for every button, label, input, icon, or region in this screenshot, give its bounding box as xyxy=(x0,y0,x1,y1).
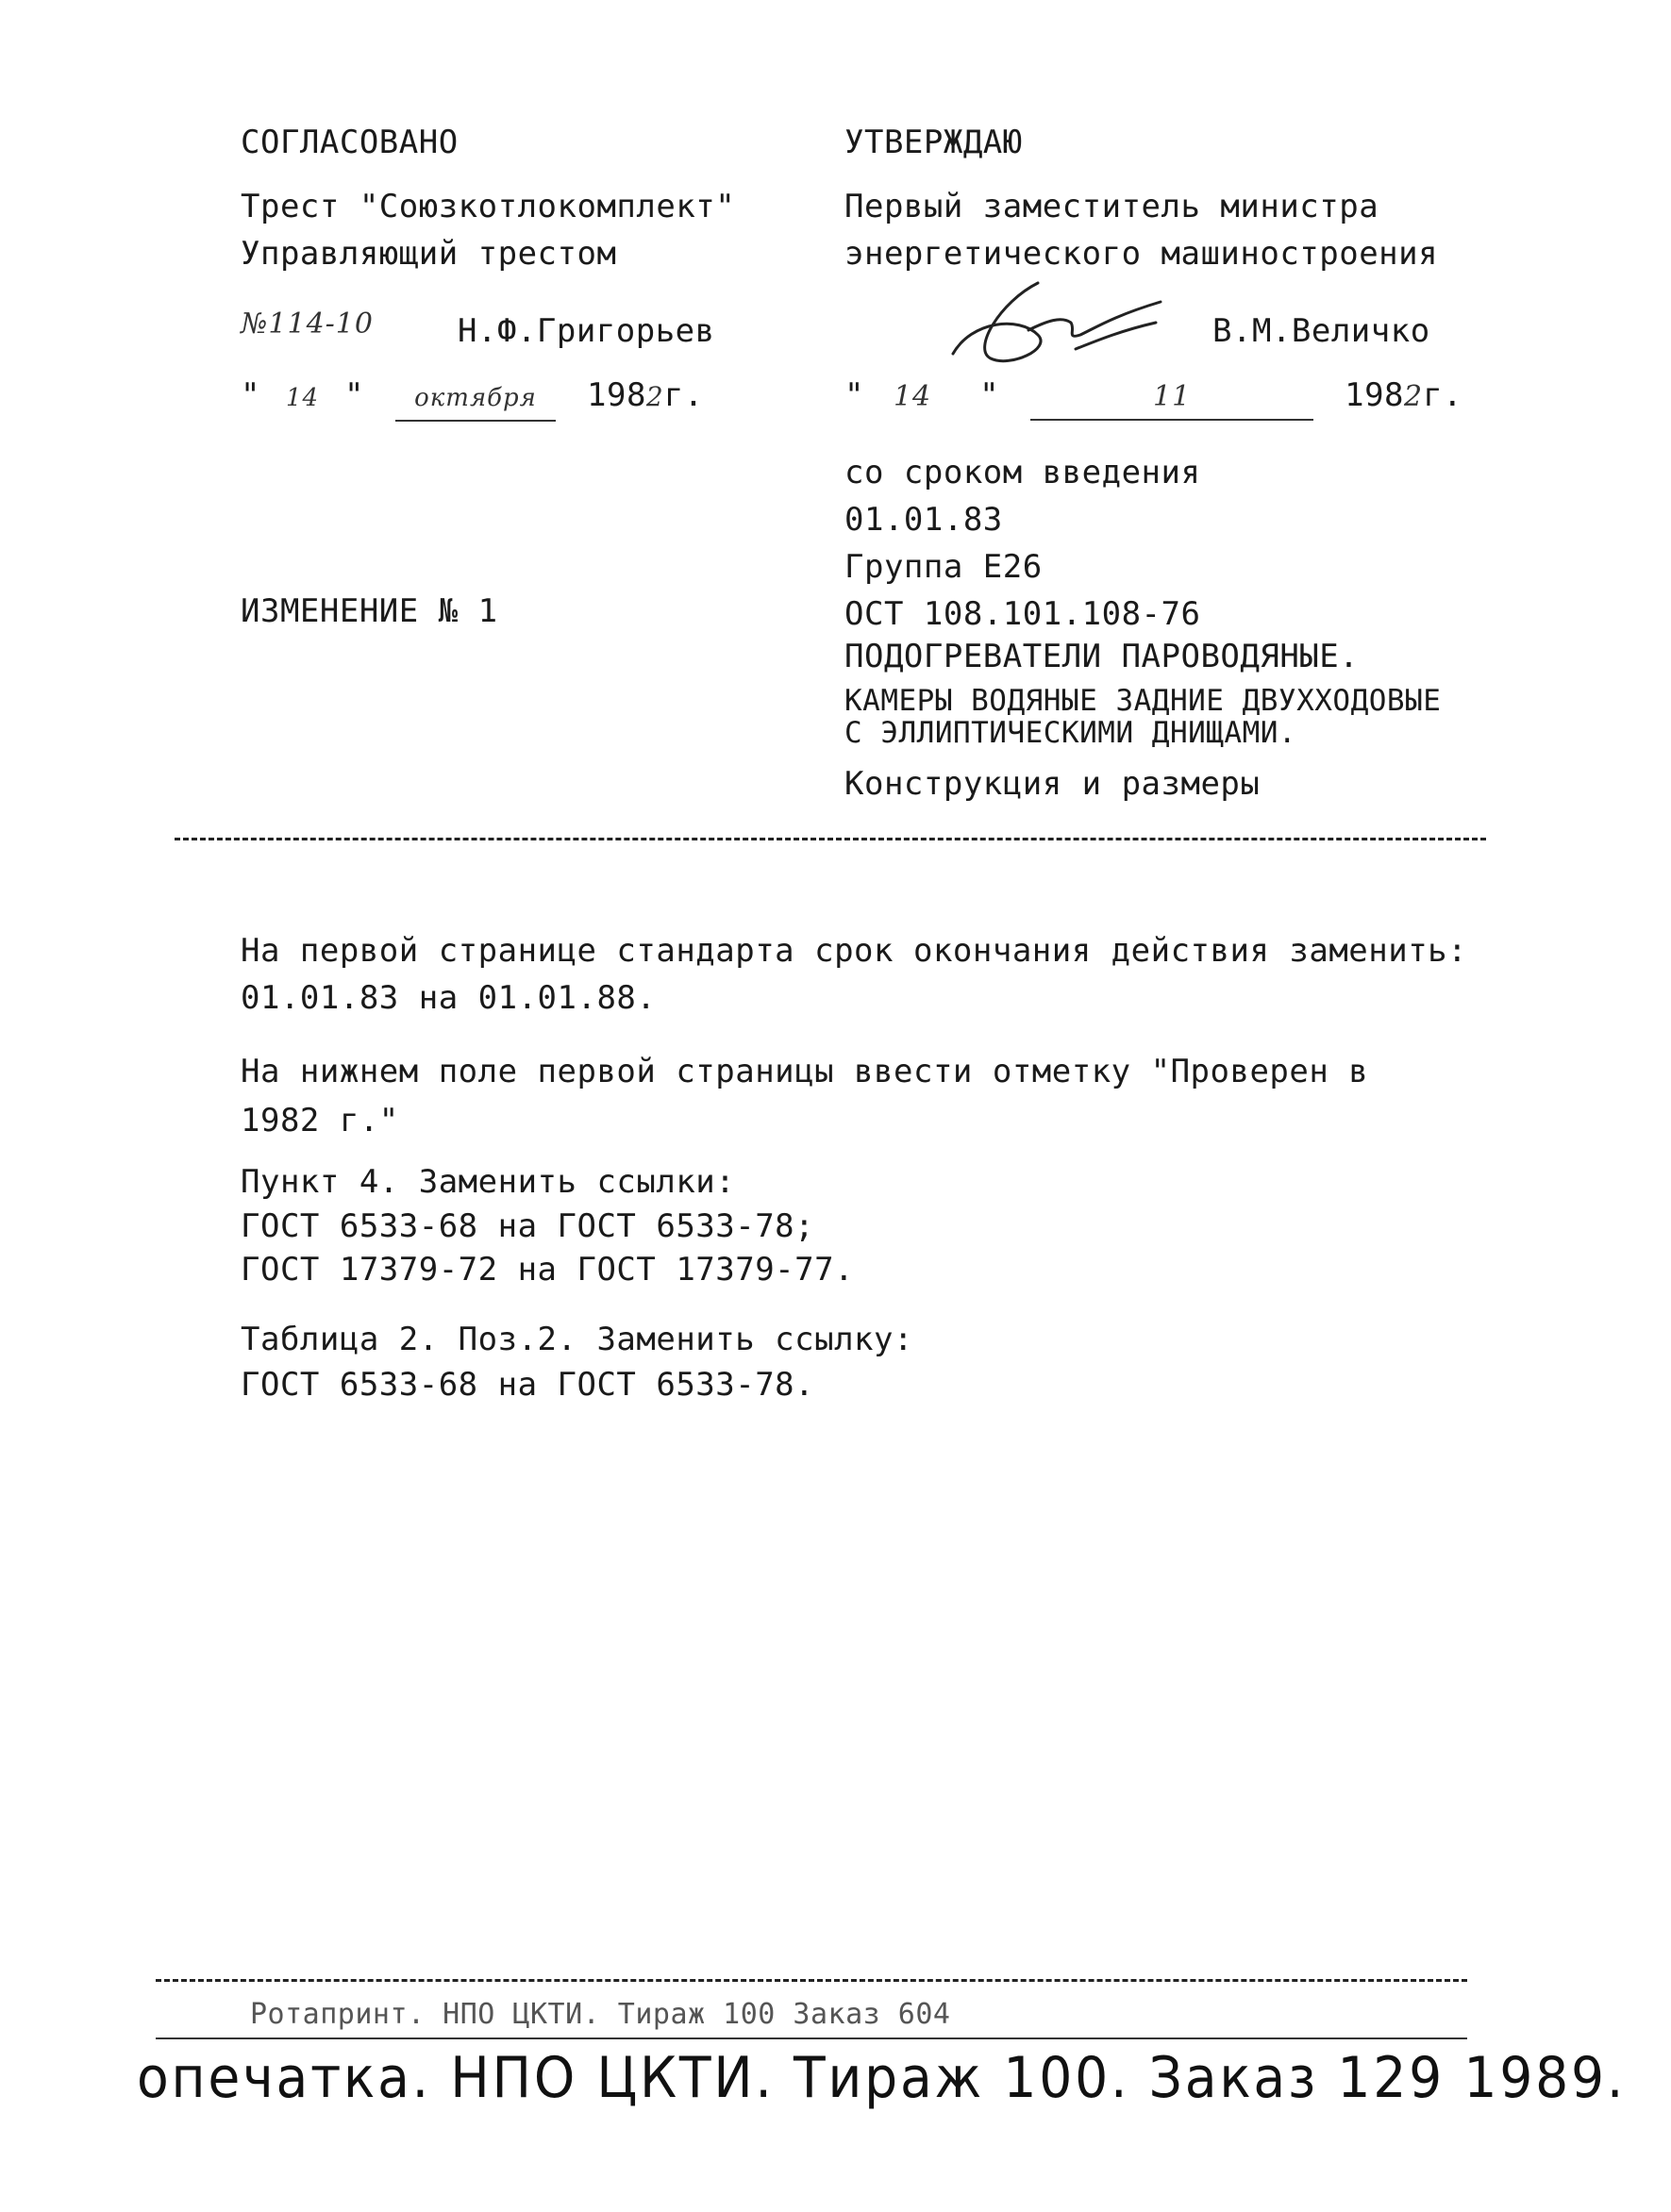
right-date-day: 14 xyxy=(893,380,932,413)
p1-line1: На первой странице стандарта срок окончания действия заменить: xyxy=(241,932,1468,970)
footer-small-imprint: Ротапринт. НПО ЦКТИ. Тираж 100 Заказ 604 xyxy=(250,1998,951,2031)
right-date-month: 11 xyxy=(1030,375,1313,421)
right-header: УТВЕРЖДАЮ xyxy=(844,124,1023,161)
change-label: ИЗМЕНЕНИЕ № 1 xyxy=(241,592,498,630)
left-handwritten-number: №114-10 xyxy=(241,308,374,341)
p3-line2: ГОСТ 6533-68 на ГОСТ 6533-78; xyxy=(241,1207,815,1245)
p4-line1: Таблица 2. Поз.2. Заменить ссылку: xyxy=(241,1321,913,1358)
right-date-quote-open: " xyxy=(844,376,864,414)
footer-big-imprint: опечатка. НПО ЦКТИ. Тираж 100. Заказ 129 1989. xyxy=(137,2045,1627,2111)
left-signer-name: Н.Ф.Григорьев xyxy=(458,312,715,350)
divider-footer-1 xyxy=(156,1979,1467,1982)
intro-text: со сроком введения xyxy=(844,454,1201,491)
right-date-year-g: г. xyxy=(1423,376,1463,414)
p1-line2: 01.01.83 на 01.01.88. xyxy=(241,979,657,1017)
right-date-quote-close: " xyxy=(979,376,1000,414)
left-date-year-g: г. xyxy=(663,376,704,414)
right-date-year-prefix: 198 xyxy=(1345,376,1405,414)
left-header: СОГЛАСОВАНО xyxy=(241,124,459,161)
p3-line1: Пункт 4. Заменить ссылки: xyxy=(241,1163,736,1201)
left-org-line2: Управляющий трестом xyxy=(241,235,617,273)
title-line1: ПОДОГРЕВАТЕЛИ ПАРОВОДЯНЫЕ. xyxy=(844,638,1360,675)
title-line2: КАМЕРЫ ВОДЯНЫЕ ЗАДНИЕ ДВУХХОДОВЫЕ xyxy=(844,684,1442,718)
signature-scribble xyxy=(934,264,1179,387)
group-code: Группа Е26 xyxy=(844,548,1043,586)
left-date-month: октября xyxy=(395,376,556,422)
left-date-day: 14 xyxy=(285,384,320,412)
subtitle: Конструкция и размеры xyxy=(844,765,1261,803)
left-date-quote-open: " xyxy=(241,376,260,414)
left-date-year-prefix: 198 xyxy=(587,376,646,414)
title-line3: С ЭЛЛИПТИЧЕСКИМИ ДНИЩАМИ. xyxy=(844,716,1297,750)
right-post-line1: Первый заместитель министра xyxy=(844,188,1379,225)
p4-line2: ГОСТ 6533-68 на ГОСТ 6533-78. xyxy=(241,1366,815,1404)
left-date xyxy=(241,374,731,422)
divider-top xyxy=(175,838,1486,840)
p2-line2: 1982 г." xyxy=(241,1102,399,1139)
p3-line3: ГОСТ 17379-72 на ГОСТ 17379-77. xyxy=(241,1251,855,1289)
right-signer-name: В.М.Величко xyxy=(1212,312,1430,350)
standard-number: ОСТ 108.101.108-76 xyxy=(844,595,1201,633)
divider-footer-2 xyxy=(156,2037,1467,2039)
left-org-line1: Трест "Союзкотлокомплект" xyxy=(241,188,736,225)
right-date-year-suffix: 2 xyxy=(1404,380,1424,413)
right-post-line2: энергетического машиностроения xyxy=(844,235,1439,273)
left-date-quote-close: " xyxy=(344,376,365,414)
left-date-year-suffix: 2 xyxy=(645,381,664,412)
intro-date: 01.01.83 xyxy=(844,501,1003,539)
p2-line1: На нижнем поле первой страницы ввести отметку "Проверен в xyxy=(241,1053,1369,1090)
